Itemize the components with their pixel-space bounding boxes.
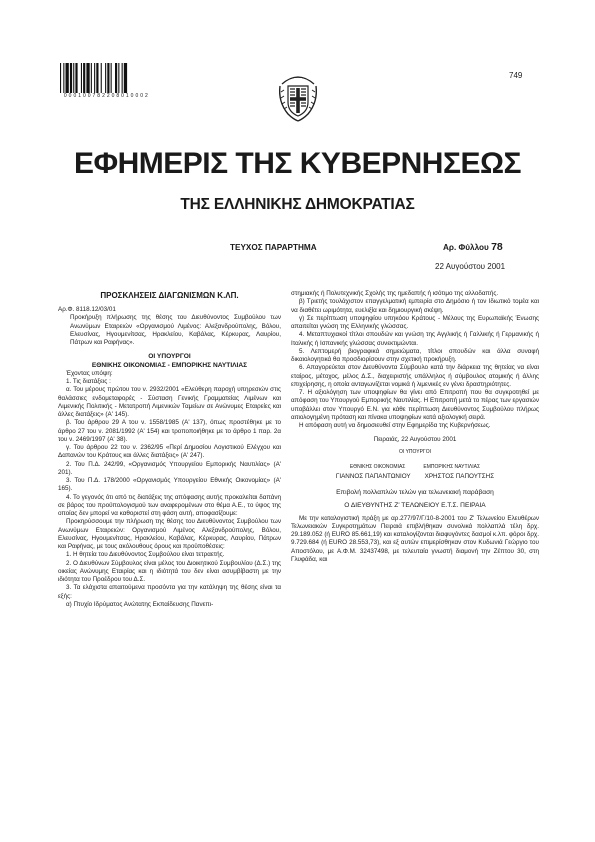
term-6: 6. Απαγορεύεται στον Διευθύνοντα Σύμβουλο κατά την διάρκεια της θητείας να είναι εταίρος, μέτοχος, μέλος Δ.Σ., διαχειριστής υπάλληλος ή σύμβουλος ατομικής ή άλλης επιχείρησης, η οποία ανταγωνίζεται νομικά ή λιμενικές εν γένει δραστηριότητες. [291,364,539,388]
item-1c: γ. Του άρθρου 22 του ν. 2362/95 «Περί Δημοσίου Λογιστικού Ελέγχου και Δαπανών του Κράτους και άλλες διατάξεις» (Α' 247). [58,444,281,460]
barcode [60,63,152,93]
intro-paragraph: Προκήρυξη πλήρωσης της θέσης του Διευθύνοντος Συμβούλου των Ανωνύμων Εταιρειών «Οργανισμού Λιμένος: Αλεξανδρούπολης, Βόλου, Ελευσίνας, Ηγουμενίτσας, Ηρακλείου, Καβάλας, Κέρκυρας, Λαυρίου, Πάτρων και Ραφήνας». [70,314,281,346]
barcode-bar [111,63,112,93]
term-2: 2. Ο Διευθύνων Σύμβουλος είναι μέλος του Διοικητικού Συμβουλίου (Δ.Σ.) της οικείας Ανώνυμης Εταιρίας και η ιδιότητά του δεν είναι ασυμβίβαστη με την ιδιότητα του Προέδρου του Δ.Σ. [58,559,281,583]
barcode-bar [118,63,119,93]
ministers-heading: ΟΙ ΥΠΟΥΡΓΟΙ [148,353,191,361]
barcode-bar [75,63,77,93]
barcode-bar [101,63,102,93]
item-2: 2. Του Π.Δ. 242/99, «Οργανισμός Υπουργείου Εμπορικής Ναυτιλίας» (Α' 201). [58,460,281,476]
publication-order: Η απόφαση αυτή να δημοσιευθεί στην Εφημερίδα της Κυβερνήσεως. [299,422,491,429]
gazette-title: ΕΦΗΜΕΡΙΣ ΤΗΣ ΚΥΒΕΡΝΗΣΕΩΣ [73,147,522,180]
left-column [58,290,281,609]
minister-shipping-title: ΕΜΠΟΡΙΚΗΣ ΝΑΥΤΙΛΙΑΣ [423,463,481,470]
announcement: Προκηρύσσουμε την πλήρωση της θέσης του Διευθύνοντος Συμβούλου των Ανωνύμων Εταιρειών: Οργανισμού Λιμένος Αλεξανδρούπολης, Βόλου, Ελευσίνας, Ηγουμενίτσας, Ηρακλείου, Καβάλας, Κέρκυρας, Λαυρίου, Πάτρων και Ραφήνας, με τους ακόλουθους όρους και προϋποθέσεις: [58,518,281,550]
barcode-bar [94,63,95,93]
continued-text: στημιακής ή Πολυτεχνικής Σχολής της ημεδαπής ή ισότιμο της αλλοδαπής. [291,290,499,297]
section-title: ΠΡΟΣΚΛΗΣΕΙΣ ΔΙΑΓΩΝΙΣΜΩΝ Κ.ΛΠ. [100,291,239,300]
barcode-bar [122,63,123,93]
barcode-bar [63,63,64,93]
term-3b: β) Τριετής τουλάχιστον επαγγελματική εμπειρία στο Δημόσιο ή τον Ιδιωτικό τομέα και να διαθέτει ωριμότητα, ευελιξία και δημιουργική σκέψη. [291,298,539,314]
signatory-titles [291,464,539,471]
term-1: 1. Η θητεία του Διευθύνοντος Συμβούλου είναι τετραετής. [66,551,225,559]
barcode-bar [115,63,117,93]
barcode-bar [91,63,92,93]
item-3: 3. Του Π.Δ. 178/2000 «Οργανισμός Υπουργείου Εθνικής Οικονομίας» (Α' 165). [58,477,281,493]
minister-economy-name: ΓΙΑΝΝΟΣ ΠΑΠΑΝΤΩΝΙΟΥ [335,472,411,480]
item-1: 1. Τις διατάξεις : [66,378,111,385]
term-3a: α) Πτυχίο Ιδρύματος Ανώτατης Εκπαίδευσης Πανεπι- [66,600,214,608]
item-4: 4. Το γεγονός ότι από τις διατάξεις της απόφασης αυτής προκαλείται δαπάνη σε βάρος του προϋπολογισμού των αναφερομένων στο θέμα Α.Ε., το ύψος της οποίας δεν μπορεί να καθοριστεί στη φάση αυτή, αποφασίζουμε: [58,493,281,517]
term-3c: γ) Σε περίπτωση υποψηφίου υπηκόου Κράτους - Μέλους της Ευρωπαϊκής Ένωσης απαιτείται γνώση της Ελληνικής γλώσσας. [291,314,539,330]
barcode-bar [86,63,89,93]
barcode-bar [70,63,72,93]
barcode-bar [81,63,82,93]
sheet-number-value: 78 [491,241,503,253]
minister-shipping-name: ΧΡΗΣΤΟΣ ΠΑΠΟΥΤΣΗΣ [424,472,495,480]
signatory-names [291,473,539,481]
right-column [291,290,539,564]
barcode-bar [73,63,74,93]
place-date: Πειραιάς, 22 Αυγούστου 2001 [373,436,457,444]
item-1a: α. Του μέρους πρώτου του ν. 2932/2001 «Ελεύθερη παροχή υπηρεσιών στις θαλάσσιες ενδομεταφορές - Σύσταση Γενικής Γραμματείας Λιμένων και Λιμενικής Πολιτικής - Μετατροπή Λιμενικών Ταμείων σε Ανώνυμες Εταιρείες και άλλες διατάξεις» (Α' 145). [58,386,281,418]
republic-title: ΤΗΣ ΕΛΛΗΝΙΚΗΣ ΔΗΜΟΚΡΑΤΙΑΣ [180,196,415,213]
having-regard: Έχοντας υπόψη: [66,369,113,377]
barcode-bar [96,63,98,93]
barcode-digits: 0 0 0 1 0 0 7 8 2 2 0 8 0 1 0 0 0 2 [63,93,149,99]
page-number: 749 [509,71,523,80]
issue-date: 22 Αυγούστου 2001 [435,262,506,271]
term-5: 5. Λεπτομερή βιογραφικά σημειώματα, τίτλοι σπουδών και άλλα συναφή δικαιολογητικά θα προσδιορίσουν στην σχετική προκήρυξη. [291,347,539,363]
ministries-heading: ΕΘΝΙΚΗΣ ΟΙΚΟΝΟΜΙΑΣ - ΕΜΠΟΡΙΚΗΣ ΝΑΥΤΙΛΙΑΣ [91,361,248,369]
greek-coat-of-arms-icon [276,72,320,122]
signatories-heading: ΟΙ ΥΠΟΥΡΓΟΙ [399,448,431,455]
sheet-number [443,241,503,253]
barcode-bar [66,63,69,93]
notice-title: Επιβολή πολλαπλών τελών για τελωνειακή παράβαση [336,489,494,496]
minister-economy-title: ΕΘΝΙΚΗΣ ΟΙΚΟΝΟΜΙΑΣ [349,463,406,470]
reference-number: Αρ.Φ. 8118.12/03/01 [58,306,116,313]
barcode-bar [107,63,109,93]
barcode-bar [124,63,127,93]
term-4: 4. Μεταπτυχιακοί τίτλοι σπουδών και γνώση της Αγγλικής ή Γαλλικής ή Γερμανικής ή Ιταλικής ή Ισπανικής γλώσσας συνεκτιμώνται. [291,331,539,347]
barcode-bar [83,63,85,93]
term-3: 3. Τα ελάχιστα απαιτούμενα προσόντα για την κατάληψη της θέσης είναι τα εξής: [58,584,281,600]
notice-heading: Ο ΔΙΕΥΘΥΝΤΗΣ Ζ' ΤΕΛΩΝΕΙΟΥ Ε.Τ.Σ. ΠΕΙΡΑΙΑ [344,502,486,510]
term-7: 7. Η αξιολόγηση των υποψηφίων θα γίνει από Επιτροπή που θα συγκροτηθεί με απόφαση του Υπουργού Εμπορικής Ναυτιλίας. Η Επιτροπή μετά το πέρας των εργασιών υποβάλλει στον Υπουργό Ε.Ν. για κάθε περίπτωση Διευθύνοντος Συμβούλου πλήρως αιτιολογημένη πρόταση και πίνακα υποψηφίων κατά αξιολογική σειρά. [291,389,539,421]
issue-type: ΤΕΥΧΟΣ ΠΑΡΑΡΤΗΜΑ [230,243,317,252]
barcode-bar [60,63,61,93]
sheet-label: Αρ. Φύλλου [443,243,489,252]
barcode-bar [105,63,106,93]
item-1b: β. Του άρθρου 29 Α του ν. 1558/1985 (Α' 137), όπως προστέθηκε με το άρθρο 27 του ν. 2081/1992 (Α' 154) και τροποποιήθηκε με το άρθρο 1 παρ. 2α του ν. 2469/1997 (Α' 38). [58,419,281,443]
notice-body: Με την καταλογιστική πράξη με αρ.277/97/Γ/10-8-2001 του Ζ' Τελωνείου Ελευθέρων Τελωνειακών Συγκροτημάτων Πειραιά επιβλήθηκαν συνολικά πολλαπλά τέλη δρχ. 29.189.052 (ή EURO 85.661,19) και καταλογίζονται διαφυγόντες δασμοί κ.λπ. φόροι δρχ. 9.729.684 (ή EURO 28.553,73), και εξ αυτών επιμερίσθηκαν στον Κυδωνιά Γεώργιο του Αποστόλου, με Α.Φ.Μ. 32437498, με τελευταία γνωστή διαμονή την Ζέπτου 30, στη Γλυφάδα, και [291,514,539,563]
